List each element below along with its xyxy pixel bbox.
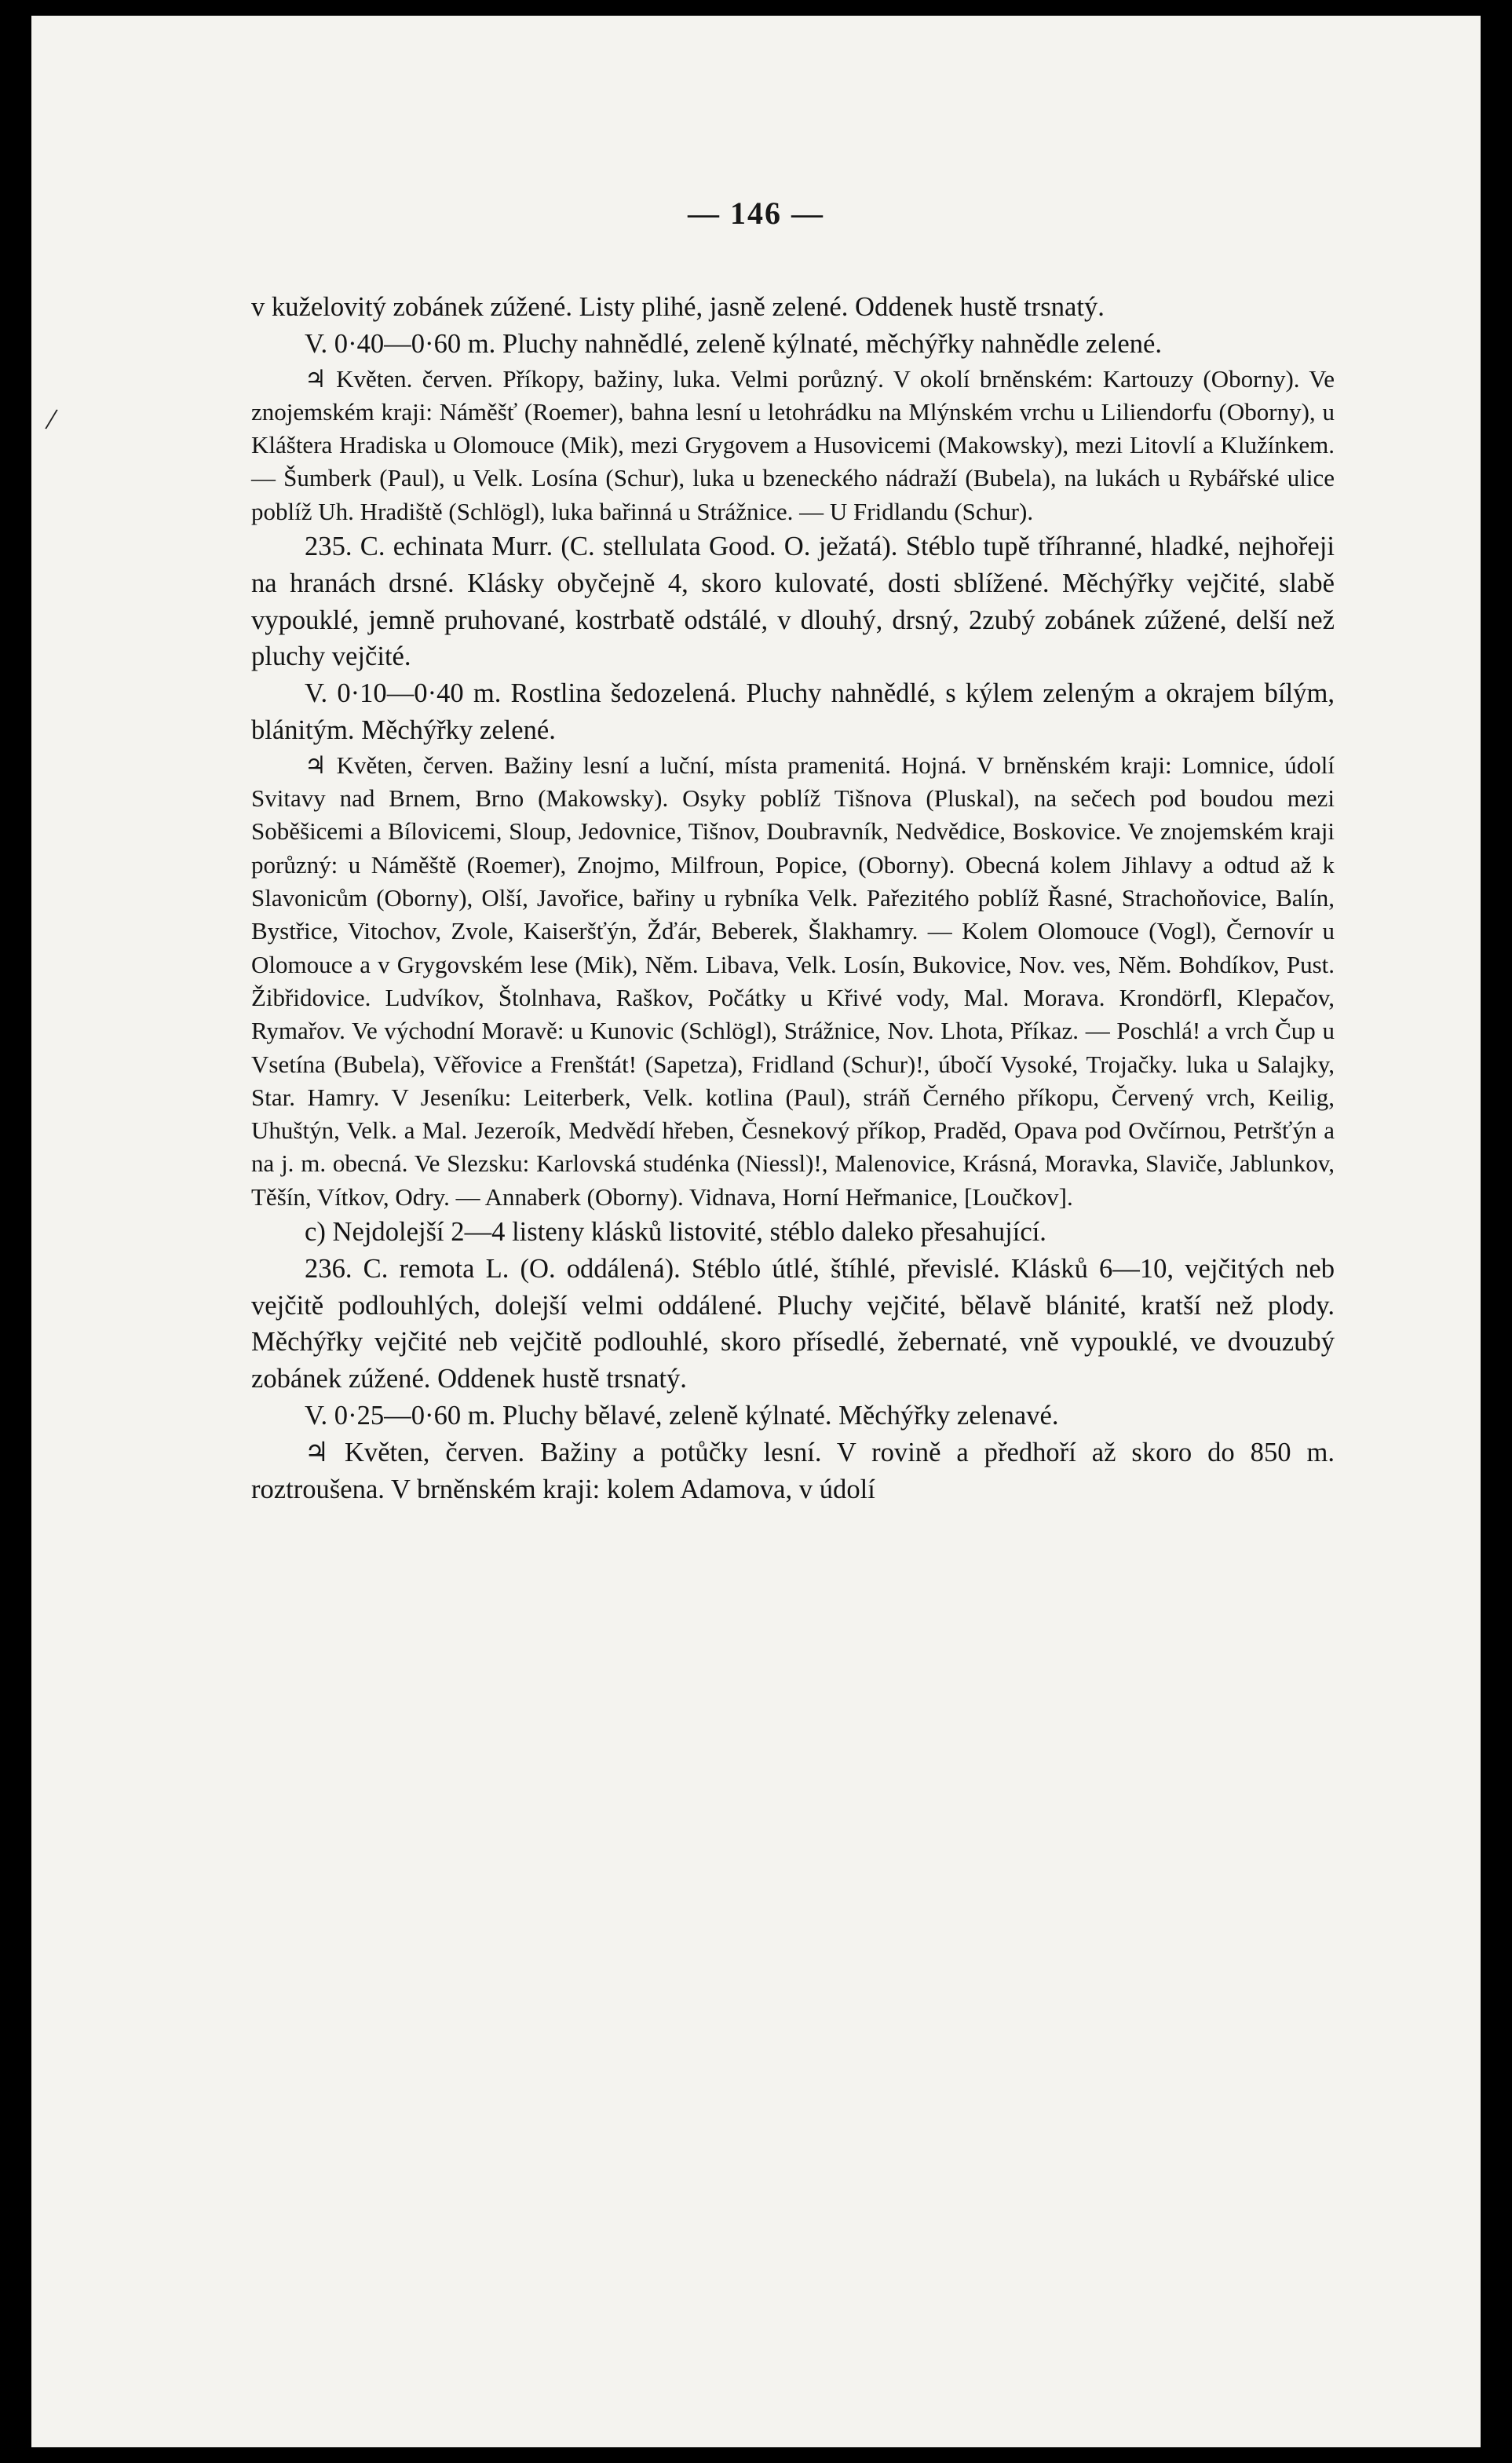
paragraph-1: v kuželovitý zobánek zúžené. Listy plihé, jasně zelené. Oddenek hustě trsnatý. bbox=[251, 292, 1105, 322]
paragraph-2: V. 0·40—0·60 m. Pluchy nahnědlé, zeleně kýlnaté, měchýřky nahnědle zelené. bbox=[305, 328, 1163, 359]
body-text bbox=[251, 289, 1335, 1507]
species-236: 236. C. remota L. (O. oddálená). Stéblo útlé, štíhlé, převislé. Klásků 6—10, vejčitých neb vejčitě podlouhlých, dolejší velmi oddálené. Pluchy vejčité, bělavě blánité, kratší než plody. Měchýřky vejčité neb vejčitě podlouhlé, skoro přísedlé, žebernaté, vně vypouklé, ve dvouzubý zobánek zúžené. Oddenek hustě trsnatý. bbox=[251, 1253, 1335, 1394]
paragraph-5: V. 0·10—0·40 m. Rostlina šedozelená. Pluchy nahnědlé, s kýlem zeleným a okrajem bílým, blánitým. Měchýřky zelené. bbox=[251, 678, 1335, 746]
paragraph-9: V. 0·25—0·60 m. Pluchy bělavé, zeleně kýlnaté. Měchýřky zelenavé. bbox=[305, 1401, 1059, 1431]
paragraph-3: ♃ Květen. červen. Příkopy, bažiny, luka. Velmi porůzný. V okolí brněnském: Kartouzy (Oborny). Ve znojemském kraji: Náměšť (Roemer), bahna lesní u letohrádku na Mlýnském vrchu u Liliendorfu (Oborny), u Kláštera Hradiska u Olomouce (Mik), mezi Grygovem a Husovicemi (Makowsky), mezi Litovlí a Klužínkem. — Šumberk (Paul), u Velk. Losína (Schur), luka u bzeneckého nádraží (Bubela), na lukách u Rybářské ulice poblíž Uh. Hradiště (Schlögl), luka bařinná u Strážnice. — U Fridlandu (Schur). bbox=[251, 364, 1335, 525]
key-c: c) Nejdolejší 2—4 listeny klásků listovité, stéblo daleko přesahující. bbox=[305, 1217, 1046, 1248]
paragraph-6: ♃ Květen, červen. Bažiny lesní a luční, místa pramenitá. Hojná. V brněnském kraji: Lomnice, údolí Svitavy nad Brnem, Brno (Makowsky). Osyky poblíž Tišnova (Pluskal), na sečech pod boudou mezi Soběšicemi a Bílovicemi, Sloup, Jedovnice, Tišnov, Doubravník, Nedvědice, Boskovice. Ve znojemském kraji porůzný: u Náměště (Roemer), Znojmo, Milfroun, Popice, (Oborny). Obecná kolem Jihlavy a odtud až k Slavonicům (Oborny), Olší, Javořice, bařiny u rybníka Velk. Pařezitého poblíž Řasné, Strachoňovice, Balín, Bystřice, Vitochov, Zvole, Kaiseršťýn, Žďár, Beberek, Šlakhamry. — Kolem Olomouce (Vogl), Černovír u Olomouce a v Grygovském lese (Mik), Něm. Libava, Velk. Losín, Bukovice, Nov. ves, Něm. Bohdíkov, Pust. Žibřidovice. Ludvíkov, Štolnhava, Raškov, Počátky u Křivé vody, Mal. Morava. Krondörfl, Klepačov, Rymařov. Ve východní Moravě: u Kunovic (Schlögl), Strážnice, Nov. Lhota, Příkaz. — Poschlá! a vrch Čup u Vsetína (Bubela), Věřovice a Frenštát! (Sapetza), Fridland (Schur)!, úbočí Vysoké, Trojačky. luka u Salajky, Star. Hamry. V Jeseníku: Leiterberk, Velk. kotlina (Paul), stráň Černého příkopu, Červený vrch, Keilig, Uhuštýn, Velk. a Mal. Jezeroík, Medvědí hřeben, Česnekový příkop, Praděd, Opava pod Ovčírnou, Petršťýn a na j. m. obecná. Ve Slezsku: Karlovská studénka (Niessl)!, Malenovice, Krásná, Moravka, Slaviče, Jablunkov, Těšín, Vítkov, Odry. — Annaberk (Oborny). Vidnava, Horní Heřmanice, [Loučkov]. bbox=[251, 751, 1335, 1211]
page-number: — 146 — bbox=[688, 196, 824, 231]
species-235: 235. C. echinata Murr. (C. stellulata Good. O. ježatá). Stéblo tupě tříhranné, hladké, nejhořeji na hranách drsné. Klásky obyčejně 4, skoro kulovaté, dosti sblížené. Měchýřky vejčité, slabě vypouklé, jemně pruhované, kostrbatě odstálé, v dlouhý, drsný, 2zubý zobánek zúžené, delší než pluchy vejčité. bbox=[251, 532, 1335, 672]
margin-mark: / bbox=[43, 400, 60, 437]
paragraph-10: ♃ Květen, červen. Bažiny a potůčky lesní. V rovině a předhoří až skoro do 850 m. roztroušena. V brněnském kraji: kolem Adamova, v údolí bbox=[251, 1437, 1335, 1504]
